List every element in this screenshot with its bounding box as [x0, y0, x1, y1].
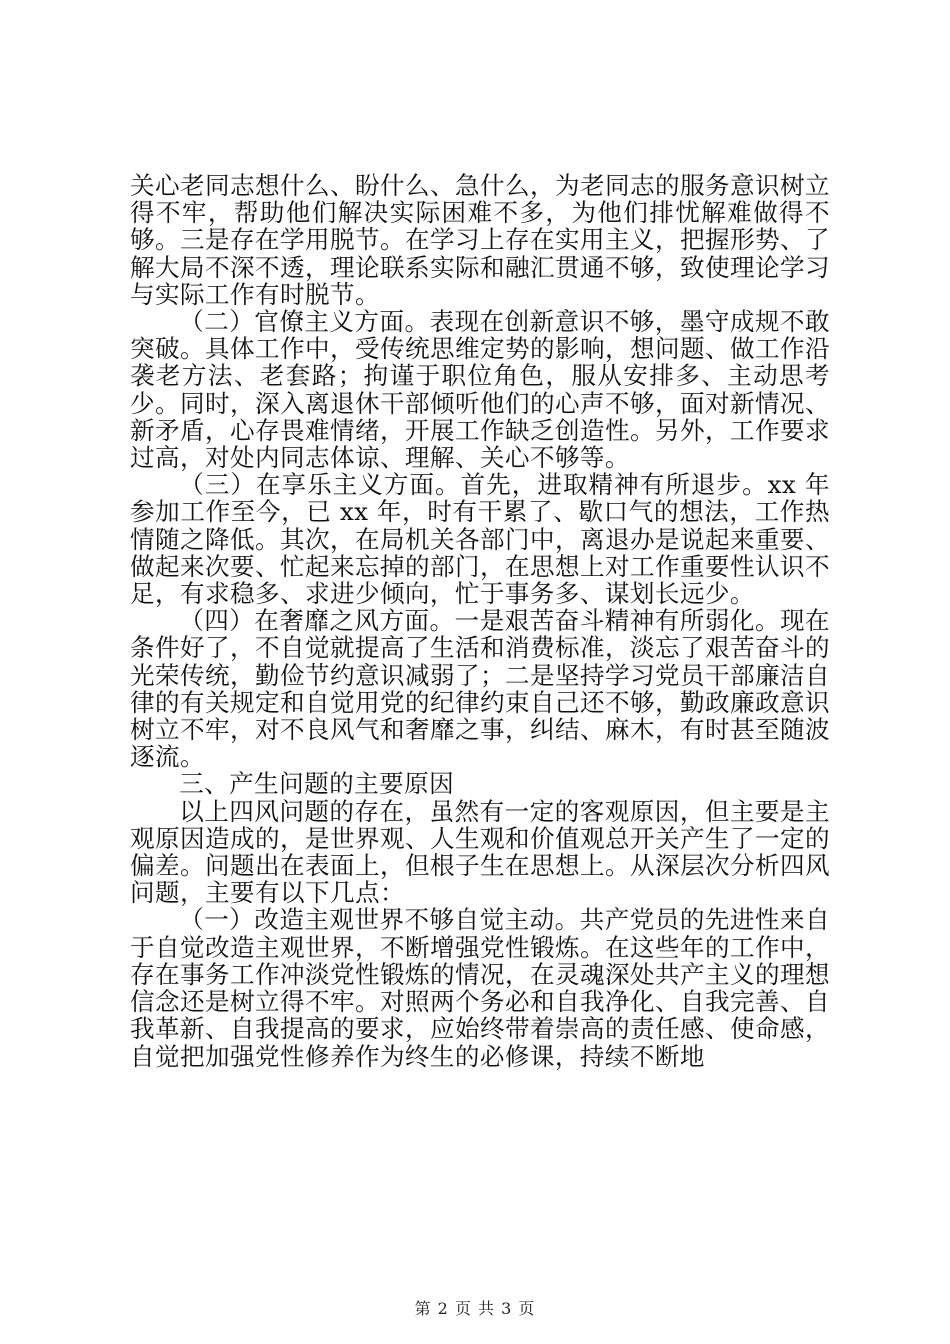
section-heading: 三、产生问题的主要原因 [179, 769, 455, 799]
paragraph-4: （四）在奢靡之风方面。一是艰苦奋斗精神有所弱化。现在条件好了，不自觉就提高了生活和消费标准，淡忘了艰苦奋斗的光荣传统，勤俭节约意识减弱了；二是坚持学习党员干部廉洁自律的有关规定和自觉用党的纪律约束自己还不够，勤政廉政意识树立不牢，对不良风气和奢靡之事，纠结、麻木，有时甚至随波逐流。 [130, 606, 830, 772]
document-body [130, 172, 830, 1070]
page-footer: 第 2 页 共 3 页 [414, 1299, 536, 1318]
paragraph-2: （二）官僚主义方面。表现在创新意识不够，墨守成规不敢突破。具体工作中，受传统思维定势的影响，想问题、做工作沿袭老方法、老套路；拘谨于职位角色，服从安排多、主动思考少。同时，深入离退休干部倾听他们的心声不够，面对新情况、新矛盾，心存畏难情绪，开展工作缺乏创造性。另外，工作要求过高，对处内同志体谅、理解、关心不够等。 [130, 307, 830, 473]
paragraph-3: （三）在享乐主义方面。首先，进取精神有所退步。xx 年参加工作至今，已 xx 年，时有干累了、歇口气的想法，工作热情随之降低。其次，在局机关各部门中，离退办是说起来重要、做起来次要、忙起来忘掉的部门，在思想上对工作重要性认识不足，有求稳多、求进少倾向，忙于事务多、谋划长远少。 [130, 470, 830, 609]
paragraph-5: 以上四风问题的存在，虽然有一定的客观原因，但主要是主观原因造成的，是世界观、人生观和价值观总开关产生了一定的偏差。问题出在表面上，但根子生在思想上。从深层次分析四风问题，主要有以下几点： [130, 796, 830, 908]
paragraph-1: 关心老同志想什么、盼什么、急什么，为老同志的服务意识树立得不牢，帮助他们解决实际困难不多，为他们排忧解难做得不够。三是存在学用脱节。在学习上存在实用主义，把握形势、了解大局不深不透，理论联系实际和融汇贯通不够，致使理论学习与实际工作有时脱节。 [130, 171, 830, 309]
paragraph-6: （一）改造主观世界不够自觉主动。共产党员的先进性来自于自觉改造主观世界，不断增强党性锻炼。在这些年的工作中，存在事务工作冲淡党性锻炼的情况，在灵魂深处共产主义的理想信念还是树立得不牢。对照两个务必和自我净化、自我完善、自我革新、自我提高的要求，应始终带着崇高的责任感、使命感，自觉把加强党性修养作为终生的必修课，持续不断地 [130, 905, 830, 1071]
